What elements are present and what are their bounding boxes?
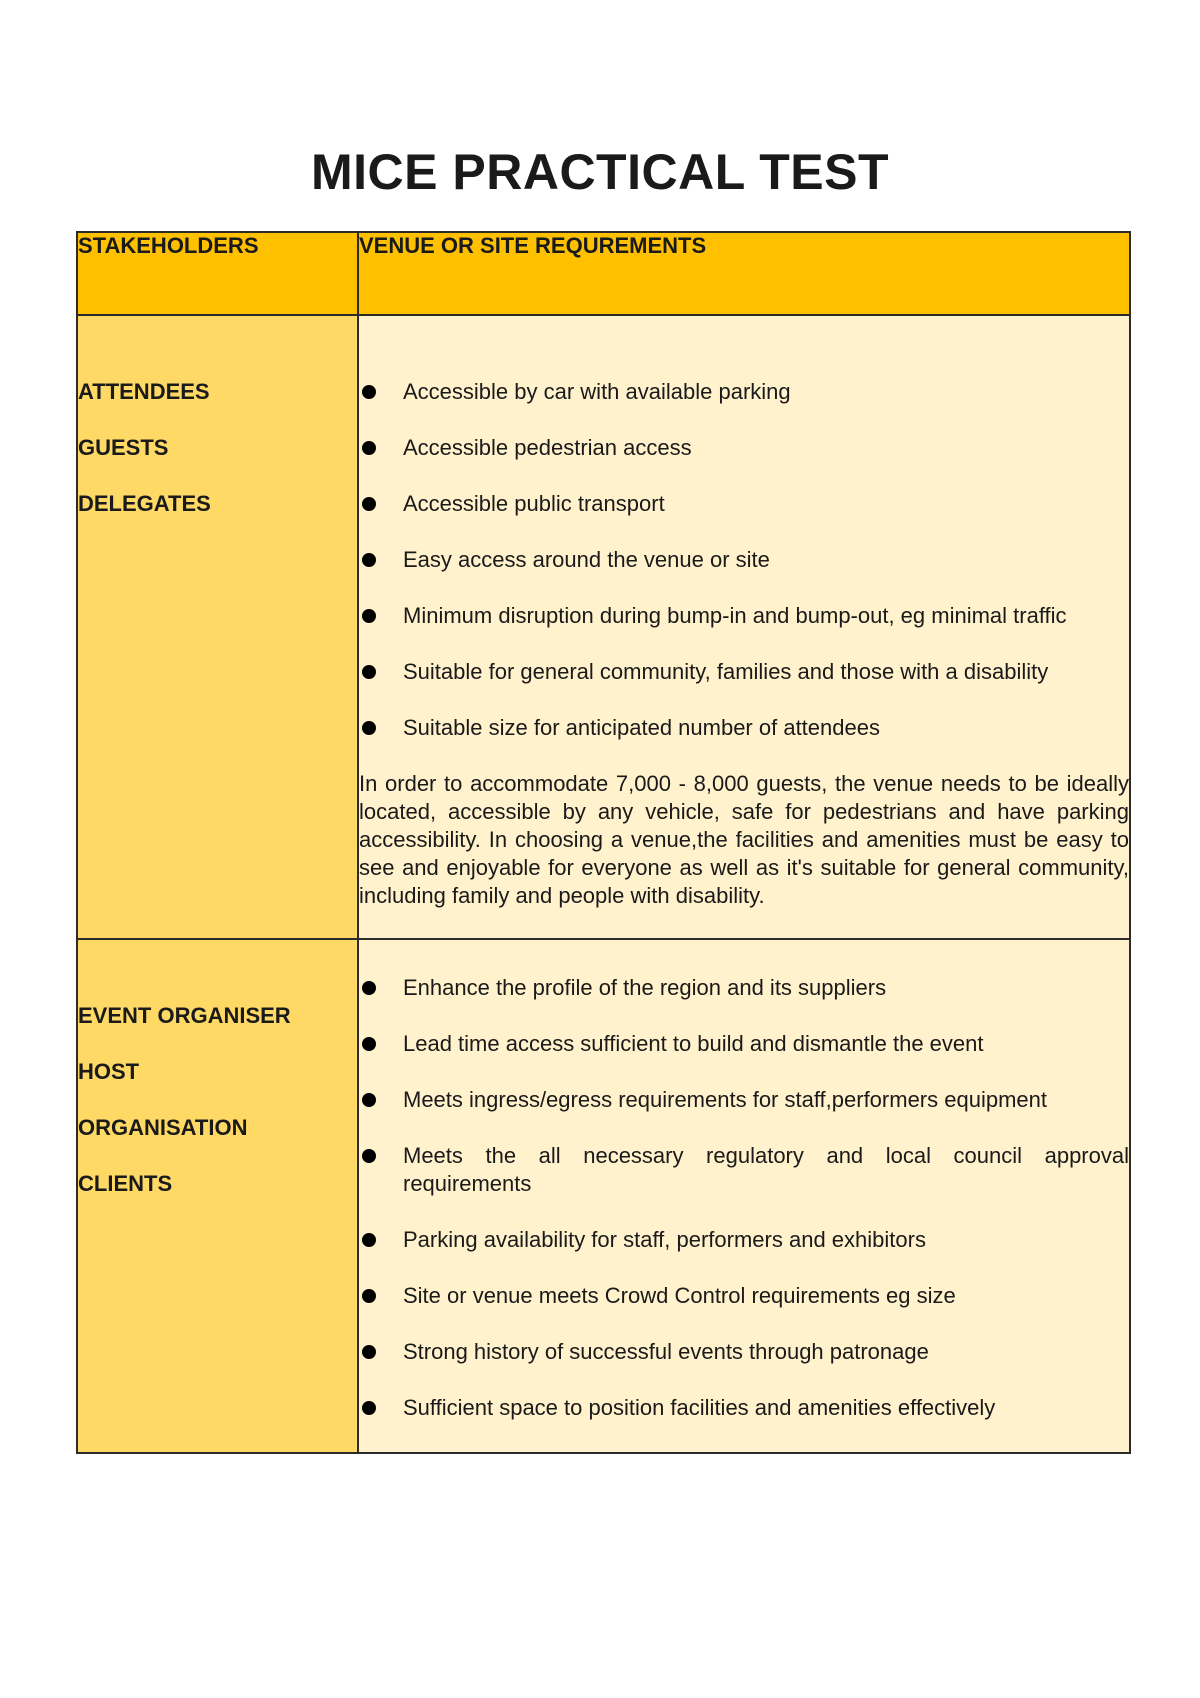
- list-item-text: Easy access around the venue or site: [403, 547, 770, 572]
- table-row: [77, 939, 1130, 1453]
- requirements-list: [359, 974, 1129, 1422]
- bullet-icon: [362, 721, 376, 735]
- summary-paragraph: In order to accommodate 7,000 - 8,000 guests, the venue needs to be ideally located, accessible by any vehicle, safe for pedestrians and have parking accessibility. In choosing a venue,the facilities and amenities must be easy to see and enjoyable for everyone as well as it's suitable for general community, including family and people with disability.: [359, 771, 1129, 908]
- requirements-cell: [358, 939, 1130, 1453]
- stakeholder-cell: [77, 315, 358, 939]
- requirements-table: [76, 231, 1131, 1454]
- bullet-icon: [362, 1345, 376, 1359]
- list-item-text: Accessible pedestrian access: [403, 435, 692, 460]
- list-item-text: Sufficient space to position facilities and amenities effectively: [403, 1395, 996, 1420]
- list-item-text: Parking availability for staff, performers and exhibitors: [403, 1227, 926, 1252]
- list-item: [359, 1142, 1129, 1198]
- list-item: [359, 714, 1129, 742]
- bullet-icon: [362, 441, 376, 455]
- list-item: [359, 1030, 1129, 1058]
- list-item-text: Suitable for general community, families and those with a disability: [403, 659, 1049, 684]
- list-item: [359, 658, 1129, 686]
- stakeholder-item: CLIENTS: [78, 1171, 173, 1196]
- stakeholder-item: GUESTS: [78, 435, 169, 460]
- requirements-cell: [358, 315, 1130, 939]
- stakeholder-item: ORGANISATION: [78, 1115, 248, 1140]
- list-item: [359, 1394, 1129, 1422]
- stakeholder-list: [78, 1002, 357, 1198]
- list-item-text: Strong history of successful events through patronage: [403, 1339, 929, 1364]
- list-item-text: Accessible public transport: [403, 491, 665, 516]
- bullet-icon: [362, 1093, 376, 1107]
- list-item-text: Site or venue meets Crowd Control requirements eg size: [403, 1283, 956, 1308]
- list-item: [359, 1282, 1129, 1310]
- stakeholder-cell: [77, 939, 358, 1453]
- list-item: [359, 1226, 1129, 1254]
- list-item-text: Meets ingress/egress requirements for staff,performers equipment: [403, 1087, 1047, 1112]
- list-item-text: Accessible by car with available parking: [403, 379, 791, 404]
- bullet-icon: [362, 385, 376, 399]
- page-title: MICE PRACTICAL TEST: [310, 144, 890, 200]
- bullet-icon: [362, 609, 376, 623]
- bullet-icon: [362, 665, 376, 679]
- list-item: [359, 1338, 1129, 1366]
- bullet-icon: [362, 1289, 376, 1303]
- bullet-icon: [362, 981, 376, 995]
- bullet-icon: [362, 1233, 376, 1247]
- bullet-icon: [362, 1037, 376, 1051]
- list-item-text: Lead time access sufficient to build and dismantle the event: [403, 1031, 984, 1056]
- list-item: [359, 1086, 1129, 1114]
- stakeholder-item: ATTENDEES: [78, 379, 210, 404]
- table-header-row: [77, 232, 1130, 315]
- list-item-text: Suitable size for anticipated number of attendees: [403, 715, 880, 740]
- header-stakeholders: STAKEHOLDERS: [77, 232, 358, 315]
- list-item-text: Meets the all necessary regulatory and local council approval requirements: [403, 1143, 1129, 1196]
- list-item: [359, 378, 1129, 406]
- table-row: [77, 315, 1130, 939]
- list-item: [359, 434, 1129, 462]
- list-item: [359, 602, 1129, 630]
- list-item-text: Enhance the profile of the region and its suppliers: [403, 975, 887, 1000]
- stakeholder-item: EVENT ORGANISER: [78, 1003, 291, 1028]
- stakeholder-item: HOST: [78, 1059, 140, 1084]
- bullet-icon: [362, 1149, 376, 1163]
- list-item: [359, 490, 1129, 518]
- header-venue-requirements: VENUE OR SITE REQUREMENTS: [358, 232, 1130, 315]
- list-item: [359, 974, 1129, 1002]
- requirements-list: [359, 378, 1129, 742]
- bullet-icon: [362, 497, 376, 511]
- stakeholder-list: [78, 378, 357, 518]
- list-item-text: Minimum disruption during bump-in and bump-out, eg minimal traffic: [403, 603, 1067, 628]
- list-item: [359, 546, 1129, 574]
- bullet-icon: [362, 1401, 376, 1415]
- stakeholder-item: DELEGATES: [78, 491, 211, 516]
- bullet-icon: [362, 553, 376, 567]
